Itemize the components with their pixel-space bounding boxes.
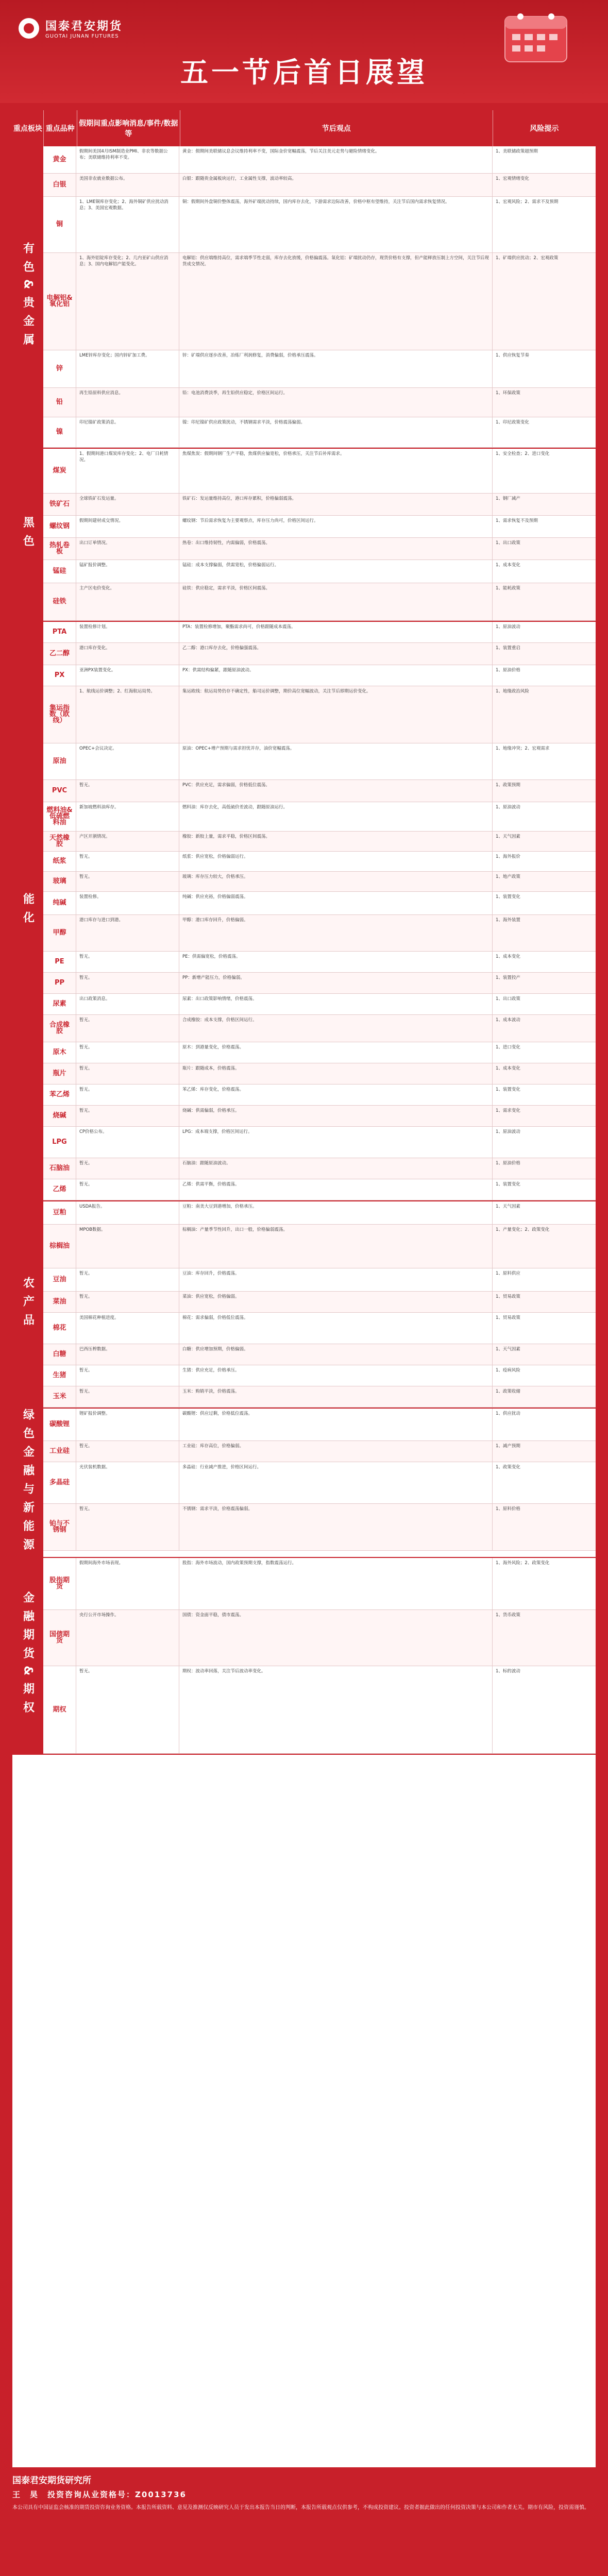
risk-cell: 1、地产政策 xyxy=(496,874,520,879)
risk-cell: 1、疫病风险 xyxy=(496,1368,520,1373)
view-cell: 燃料油：库存去化，高低硫价差波动，跟随原油运行。 xyxy=(179,802,493,831)
table-row xyxy=(43,538,596,560)
product-name: 期权 xyxy=(43,1666,76,1753)
table-row xyxy=(43,643,596,665)
product-name: PP xyxy=(43,973,76,993)
info-cell: LME锌库存变化；国内锌矿加工费。 xyxy=(76,350,179,387)
risk-cell: 1、产量变化；2、政策变化 xyxy=(496,1227,550,1232)
view-cell: 热卷：出口维持韧性，内需偏弱，价格震荡。 xyxy=(179,538,493,560)
view-cell: 纯碱：供应充裕，价格偏弱震荡。 xyxy=(179,892,493,914)
info-cell: 1、航线运价调整；2、红海航运局势。 xyxy=(76,686,179,743)
footer-org: 国泰君安期货研究所 xyxy=(12,2476,91,2486)
table-row xyxy=(43,417,596,448)
risk-cell: 1、政策变化 xyxy=(496,1465,520,1470)
info-cell: 暂无。 xyxy=(76,1106,179,1126)
risk-cell: 1、原料供应 xyxy=(496,1271,520,1276)
risk-cell: 1、供应恢复节奏 xyxy=(496,353,529,358)
risk-cell: 1、原油波动 xyxy=(496,805,520,810)
info-cell: 1、海外铝锭库存变化；2、几内亚矿山供应消息；3、国内电解铝产能变化。 xyxy=(76,253,179,350)
risk-cell: 1、环保政策 xyxy=(496,391,520,396)
view-cell: 锰硅：成本支撑偏弱，供需宽松，价格偏弱运行。 xyxy=(179,560,493,583)
col-info: 假期间重点影响消息/事件/数据等 xyxy=(77,110,180,146)
table-row xyxy=(43,892,596,915)
product-name: PX xyxy=(43,665,76,686)
info-cell: 锰矿报价调整。 xyxy=(76,560,179,583)
info-cell: 美国棉花种植进度。 xyxy=(76,1313,179,1344)
product-name: 黄金 xyxy=(43,146,76,173)
risk-cell: 1、宏观风险；2、需求不及预期 xyxy=(496,199,559,205)
info-cell: 印尼镍矿政策消息。 xyxy=(76,417,179,447)
product-name: 电解铝&氧化铝 xyxy=(43,253,76,350)
risk-cell: 1、安全检查；2、进口变化 xyxy=(496,451,550,456)
view-cell: 瓶片：跟随成本，价格震荡。 xyxy=(179,1063,493,1084)
info-cell: 新加坡燃料油库存。 xyxy=(76,802,179,831)
table-row xyxy=(43,952,596,973)
view-cell: 苯乙烯：库存变化，价格震荡。 xyxy=(179,1084,493,1105)
risk-cell: 1、钢厂减产 xyxy=(496,496,520,501)
view-cell: 镍：印尼镍矿供应政策扰动，不锈钢需求平淡，价格震荡偏弱。 xyxy=(179,417,493,447)
product-name: 锌 xyxy=(43,350,76,387)
view-cell: 甲醇：港口库存回升，价格偏弱。 xyxy=(179,915,493,951)
sector-section xyxy=(12,1201,596,1409)
product-name: 股指期货 xyxy=(43,1558,76,1609)
product-name: 国债期货 xyxy=(43,1610,76,1666)
info-cell: MPOB数据。 xyxy=(76,1225,179,1268)
view-cell: 棉花：需求偏弱，价格低位震荡。 xyxy=(179,1313,493,1344)
risk-cell: 1、装置投产 xyxy=(496,975,520,980)
table-row xyxy=(43,1179,596,1200)
product-name: 铅 xyxy=(43,388,76,417)
table-row xyxy=(43,146,596,174)
table-row xyxy=(43,1504,596,1551)
sector-section xyxy=(12,449,596,622)
product-name: 燃料油&低硫燃料油 xyxy=(43,802,76,831)
risk-cell: 1、地缘冲突；2、宏观需求 xyxy=(496,746,550,751)
product-name: 菜油 xyxy=(43,1292,76,1312)
table-row xyxy=(43,1201,596,1225)
info-cell: 暂无。 xyxy=(76,1015,179,1042)
info-cell: 产区开割情况。 xyxy=(76,832,179,851)
risk-cell: 1、原油波动 xyxy=(496,1129,520,1134)
product-name: 纯碱 xyxy=(43,892,76,914)
logo-en: GUOTAI JUNAN FUTURES xyxy=(45,33,119,39)
risk-cell: 1、政策预期 xyxy=(496,783,520,788)
table-row xyxy=(43,449,596,494)
info-cell: 假期间建材成交情况。 xyxy=(76,516,179,537)
view-cell: 铅：电池消费淡季，再生铅供应稳定，价格区间运行。 xyxy=(179,388,493,417)
risk-cell: 1、供应扰动 xyxy=(496,1411,520,1416)
sector-label: 农产品 xyxy=(12,1201,43,1408)
risk-cell: 1、矿端供应扰动；2、宏观政策 xyxy=(496,256,559,261)
info-cell: 出口订单情况。 xyxy=(76,538,179,560)
product-name: 苯乙烯 xyxy=(43,1084,76,1105)
product-name: 玉米 xyxy=(43,1386,76,1407)
info-cell: 假期间美国4月ISM制造业PMI、非农等数据公布；美联储维持利率不变。 xyxy=(76,146,179,173)
info-cell: 装置检修。 xyxy=(76,892,179,914)
view-cell: 菜油：供应宽松，价格偏弱。 xyxy=(179,1292,493,1312)
product-name: 白糖 xyxy=(43,1344,76,1365)
info-cell: 暂无。 xyxy=(76,1084,179,1105)
risk-cell: 1、天气因素 xyxy=(496,834,520,839)
risk-cell: 1、出口政策 xyxy=(496,996,520,1002)
risk-cell: 1、原油波动 xyxy=(496,624,520,630)
table-row xyxy=(43,802,596,832)
table-row xyxy=(43,1268,596,1292)
info-cell: 暂无。 xyxy=(76,1292,179,1312)
view-cell: 工业硅：库存高位，价格偏弱。 xyxy=(179,1441,493,1462)
outlook-table xyxy=(12,110,596,2467)
product-name: 烧碱 xyxy=(43,1106,76,1126)
product-name: 原木 xyxy=(43,1042,76,1063)
table-row xyxy=(43,1344,596,1365)
info-cell: 暂无。 xyxy=(76,1042,179,1063)
view-cell: 铜：假期间外盘铜价整体震荡，海外矿端扰动持续，国内库存去化，下游需求边际改善，价格中枢有望维持，关注节后国内需求恢复情况。 xyxy=(179,197,493,252)
risk-cell: 1、装置重启 xyxy=(496,646,520,651)
product-name: 甲醇 xyxy=(43,915,76,951)
product-name: 锰硅 xyxy=(43,560,76,583)
table-row xyxy=(43,1042,596,1063)
footer-analyst: 王 昊 投资咨询从业资格号：Z0013736 xyxy=(12,2490,187,2499)
table-row xyxy=(43,852,596,872)
product-name: 瓶片 xyxy=(43,1063,76,1084)
info-cell: 暂无。 xyxy=(76,952,179,972)
product-name: 石脑油 xyxy=(43,1158,76,1179)
table-row xyxy=(43,743,596,780)
risk-cell: 1、地缘政治风险 xyxy=(496,689,529,694)
sector-section xyxy=(12,622,596,1201)
risk-cell: 1、装置变化 xyxy=(496,1087,520,1092)
risk-cell: 1、原油价格 xyxy=(496,668,520,673)
info-cell: 暂无。 xyxy=(76,1386,179,1407)
risk-cell: 1、天气因素 xyxy=(496,1204,520,1209)
view-cell: 玉米：购销平淡，价格震荡。 xyxy=(179,1386,493,1407)
risk-cell: 1、贸易政策 xyxy=(496,1294,520,1299)
sector-label: 黑色 xyxy=(12,449,43,621)
view-cell: PP：新增产能压力，价格偏弱。 xyxy=(179,973,493,993)
table-row xyxy=(43,780,596,802)
risk-cell: 1、出口政策 xyxy=(496,540,520,546)
product-name: 原油 xyxy=(43,743,76,779)
view-cell: 原木：到港量变化，价格震荡。 xyxy=(179,1042,493,1063)
view-cell: LPG：成本端支撑，价格区间运行。 xyxy=(179,1127,493,1158)
info-cell: 锂矿报价调整。 xyxy=(76,1409,179,1440)
logo-cn: 国泰君安期货 xyxy=(45,20,123,33)
product-name: 螺纹钢 xyxy=(43,516,76,537)
view-cell: 股指：海外市场波动，国内政策预期支撑，指数震荡运行。 xyxy=(179,1558,493,1609)
table-row xyxy=(43,1127,596,1158)
product-name: 铂与不锈钢 xyxy=(43,1504,76,1550)
info-cell: 全球铁矿石发运量。 xyxy=(76,494,179,515)
sector-section xyxy=(12,1558,596,1755)
view-cell: 纸浆：供应宽松，价格偏弱运行。 xyxy=(179,852,493,871)
product-name: 豆粕 xyxy=(43,1201,76,1224)
view-cell: 豆油：库存回升，价格震荡。 xyxy=(179,1268,493,1291)
table-row xyxy=(43,665,596,686)
product-name: 乙烯 xyxy=(43,1179,76,1200)
info-cell: OPEC+会议决定。 xyxy=(76,743,179,779)
risk-cell: 1、成本波动 xyxy=(496,1018,520,1023)
view-cell: 乙烯：供需平衡，价格震荡。 xyxy=(179,1179,493,1200)
product-name: 棉花 xyxy=(43,1313,76,1344)
risk-cell: 1、减产预期 xyxy=(496,1444,520,1449)
risk-cell: 1、政策收储 xyxy=(496,1389,520,1394)
info-cell: 港口库存与进口到港。 xyxy=(76,915,179,951)
view-cell: 焦煤焦炭：假期间钢厂生产平稳，焦煤供应偏宽松，价格承压，关注节后补库需求。 xyxy=(179,449,493,493)
sector-label: 有色&贵金属 xyxy=(12,146,43,448)
table-row xyxy=(43,872,596,892)
info-cell: 暂无。 xyxy=(76,872,179,891)
info-cell: 暂无。 xyxy=(76,1063,179,1084)
table-row xyxy=(43,1106,596,1127)
view-cell: 期权：波动率回落，关注节后波动率变化。 xyxy=(179,1666,493,1753)
table-row xyxy=(43,1015,596,1042)
table-row xyxy=(43,1158,596,1179)
table-row xyxy=(43,253,596,350)
product-name: PTA xyxy=(43,622,76,642)
risk-cell: 1、需求恢复不及预期 xyxy=(496,518,538,523)
table-row xyxy=(43,197,596,253)
company-logo xyxy=(19,18,123,39)
product-name: 碳酸锂 xyxy=(43,1409,76,1440)
sector-section xyxy=(12,1409,596,1558)
product-name: 豆油 xyxy=(43,1268,76,1291)
risk-cell: 1、成本变化 xyxy=(496,1066,520,1071)
info-cell: 假期间海外市场表现。 xyxy=(76,1558,179,1609)
col-product: 重点品种 xyxy=(44,110,77,146)
risk-cell: 1、成本变化 xyxy=(496,563,520,568)
product-name: PE xyxy=(43,952,76,972)
table-row xyxy=(43,516,596,538)
table-row xyxy=(43,1610,596,1666)
sector-label: 绿色金融与新能源 xyxy=(12,1409,43,1557)
logo-icon xyxy=(19,18,39,39)
view-cell: 豆粕：南美大豆到港增加，价格承压。 xyxy=(179,1201,493,1224)
view-cell: 螺纹钢：节后需求恢复为主要观察点，库存压力尚可，价格区间运行。 xyxy=(179,516,493,537)
product-name: 热轧卷板 xyxy=(43,538,76,560)
view-cell: 电解铝：供应端维持高位，需求端季节性走弱，库存去化放缓，价格偏震荡。氧化铝：矿端扰动仍存，现货价格有支撑，但产能释放压制上方空间，关注节后现货成交情况。 xyxy=(179,253,493,350)
table-row xyxy=(43,1441,596,1462)
risk-cell: 1、宏观情绪变化 xyxy=(496,176,529,181)
view-cell: 不锈钢：需求平淡，价格震荡偏弱。 xyxy=(179,1504,493,1550)
view-cell: 尿素：出口政策影响情绪，价格震荡。 xyxy=(179,994,493,1014)
table-row xyxy=(43,1292,596,1313)
table-row xyxy=(43,174,596,197)
product-name: 纸浆 xyxy=(43,852,76,871)
view-cell: 白糖：供应增加预期，价格偏弱。 xyxy=(179,1344,493,1365)
view-cell: 合成橡胶：成本支撑，价格区间运行。 xyxy=(179,1015,493,1042)
info-cell: 暂无。 xyxy=(76,1158,179,1179)
info-cell: 暂无。 xyxy=(76,973,179,993)
table-row xyxy=(43,350,596,388)
view-cell: 乙二醇：港口库存去化，价格偏强震荡。 xyxy=(179,643,493,665)
view-cell: 烧碱：供需偏弱，价格承压。 xyxy=(179,1106,493,1126)
table-row xyxy=(43,583,596,621)
view-cell: 硅铁：供应稳定，需求平淡，价格区间震荡。 xyxy=(179,583,493,620)
table-row xyxy=(43,1666,596,1754)
risk-cell: 1、印尼政策变化 xyxy=(496,420,529,425)
info-cell: CP价格公布。 xyxy=(76,1127,179,1158)
table-row xyxy=(43,1409,596,1441)
view-cell: PX：供需结构偏紧，跟随原油波动。 xyxy=(179,665,493,686)
info-cell: 巴西压榨数据。 xyxy=(76,1344,179,1365)
table-row xyxy=(43,388,596,417)
col-risk: 风险提示 xyxy=(530,125,559,133)
info-cell: 美国非农就业数据公布。 xyxy=(76,174,179,196)
view-cell: 棕榈油：产量季节性回升，出口一般，价格偏弱震荡。 xyxy=(179,1225,493,1268)
table-row xyxy=(43,1386,596,1408)
table-row xyxy=(43,1063,596,1084)
table-row xyxy=(43,1365,596,1386)
view-cell: 多晶硅：行业减产推进，价格区间运行。 xyxy=(179,1462,493,1503)
product-name: 硅铁 xyxy=(43,583,76,620)
product-name: 天然橡胶 xyxy=(43,832,76,851)
view-cell: 原油：OPEC+增产预期与需求担忧并存，油价宽幅震荡。 xyxy=(179,743,493,779)
view-cell: 碳酸锂：供应过剩，价格低位震荡。 xyxy=(179,1409,493,1440)
info-cell: 暂无。 xyxy=(76,852,179,871)
info-cell: 暂无。 xyxy=(76,1365,179,1386)
table-row xyxy=(43,832,596,852)
view-cell: PTA：装置检修增加，聚酯需求尚可，价格跟随成本震荡。 xyxy=(179,622,493,642)
risk-cell: 1、海外报价 xyxy=(496,854,520,859)
table-row xyxy=(43,1462,596,1504)
info-cell: 主产区电价变化。 xyxy=(76,583,179,620)
header xyxy=(0,0,608,103)
info-cell: USDA报告。 xyxy=(76,1201,179,1224)
risk-cell: 1、装置变化 xyxy=(496,1182,520,1187)
risk-cell: 1、进口变化 xyxy=(496,1045,520,1050)
footer xyxy=(12,2473,596,2512)
info-cell: 亚洲PX装置变化。 xyxy=(76,665,179,686)
view-cell: 橡胶：新胶上量，需求平稳，价格区间震荡。 xyxy=(179,832,493,851)
table-row xyxy=(43,686,596,743)
info-cell: 暂无。 xyxy=(76,1666,179,1753)
view-cell: 生猪：供应充足，价格承压。 xyxy=(179,1365,493,1386)
product-name: 多晶硅 xyxy=(43,1462,76,1503)
info-cell: 装置检修计划。 xyxy=(76,622,179,642)
risk-cell: 1、需求变化 xyxy=(496,1108,520,1113)
view-cell: PVC：供应充足，需求偏弱，价格低位震荡。 xyxy=(179,780,493,802)
risk-cell: 1、天气因素 xyxy=(496,1347,520,1352)
page-title: 五一节后首日展望 xyxy=(180,56,428,89)
view-cell: 集运欧线：航运局势仍存不确定性，船司运价调整，期价高位宽幅波动，关注节后即期运价变化。 xyxy=(179,686,493,743)
risk-cell: 1、贸易政策 xyxy=(496,1315,520,1320)
risk-cell: 1、能耗政策 xyxy=(496,586,520,591)
info-cell: 暂无。 xyxy=(76,1504,179,1550)
info-cell: 1、LME铜库存变化；2、海外铜矿供应扰动消息；3、美国宏观数据。 xyxy=(76,197,179,252)
table-row xyxy=(43,1558,596,1610)
product-name: 煤炭 xyxy=(43,449,76,493)
product-name: 尿素 xyxy=(43,994,76,1014)
info-cell: 暂无。 xyxy=(76,1268,179,1291)
product-name: 铁矿石 xyxy=(43,494,76,515)
table-row xyxy=(43,494,596,516)
view-cell: 铁矿石：发运量维持高位，港口库存累积，价格偏弱震荡。 xyxy=(179,494,493,515)
table-row xyxy=(43,1084,596,1106)
risk-cell: 1、原油价格 xyxy=(496,1161,520,1166)
info-cell: 出口政策消息。 xyxy=(76,994,179,1014)
product-name: 乙二醇 xyxy=(43,643,76,665)
risk-cell: 1、美联储政策超预期 xyxy=(496,149,538,154)
product-name: 白银 xyxy=(43,174,76,196)
product-name: 生猪 xyxy=(43,1365,76,1386)
footer-disclaimer: 本公司具有中国证监会核准的期货投资咨询业务资格。本报告所载资料、意见及推测仅反映研究人员于发出本报告当日的判断，本报告所载观点仅供参考，不构成投资建议。投资者据此做出的任何投资决策与本公司和作者无关。期市有风险，投资需谨慎。 xyxy=(12,2505,589,2511)
risk-cell: 1、货币政策 xyxy=(496,1613,520,1618)
risk-cell: 1、成本变化 xyxy=(496,954,520,959)
table-header xyxy=(12,110,596,146)
col-view: 节后观点 xyxy=(180,110,493,146)
table-row xyxy=(43,973,596,994)
view-cell: 国债：资金面平稳，债市震荡。 xyxy=(179,1610,493,1666)
sector-section xyxy=(12,146,596,449)
info-cell: 央行公开市场操作。 xyxy=(76,1610,179,1666)
table-body xyxy=(12,146,596,1755)
risk-cell: 1、海外风险；2、政策变化 xyxy=(496,1561,550,1566)
view-cell: 玻璃：库存压力较大，价格承压。 xyxy=(179,872,493,891)
risk-cell: 1、海外装置 xyxy=(496,918,520,923)
view-cell: 锌：矿端供应逐步改善，冶炼厂利润修复，消费偏弱，价格承压震荡。 xyxy=(179,350,493,387)
product-name: LPG xyxy=(43,1127,76,1158)
info-cell: 再生铅原料供应消息。 xyxy=(76,388,179,417)
product-name: 集运指数（欧线） xyxy=(43,686,76,743)
risk-cell: 1、装置变化 xyxy=(496,894,520,900)
col-sector: 重点板块 xyxy=(12,110,44,146)
info-cell: 暂无。 xyxy=(76,780,179,802)
risk-cell: 1、标的波动 xyxy=(496,1669,520,1674)
table-row xyxy=(43,622,596,643)
view-cell: 石脑油：跟随原油波动。 xyxy=(179,1158,493,1179)
table-row xyxy=(43,560,596,583)
info-cell: 暂无。 xyxy=(76,1441,179,1462)
view-cell: 黄金：假期间美联储议息会议维持利率不变，国际金价宽幅震荡，节后关注美元走势与避险情绪变化。 xyxy=(179,146,493,173)
table-row xyxy=(43,1225,596,1268)
product-name: 合成橡胶 xyxy=(43,1015,76,1042)
info-cell: 光伏装机数据。 xyxy=(76,1462,179,1503)
product-name: 玻璃 xyxy=(43,872,76,891)
risk-cell: 1、原料价格 xyxy=(496,1506,520,1512)
info-cell: 港口库存变化。 xyxy=(76,643,179,665)
product-name: 镍 xyxy=(43,417,76,447)
info-cell: 暂无。 xyxy=(76,1179,179,1200)
product-name: 铜 xyxy=(43,197,76,252)
product-name: 棕榈油 xyxy=(43,1225,76,1268)
view-cell: 白银：跟随贵金属板块运行，工业属性支撑，波动率较高。 xyxy=(179,174,493,196)
sector-label: 能化 xyxy=(12,622,43,1200)
info-cell: 1、假期间港口煤炭库存变化；2、电厂日耗情况。 xyxy=(76,449,179,493)
product-name: PVC xyxy=(43,780,76,802)
product-name: 工业硅 xyxy=(43,1441,76,1462)
table-row xyxy=(43,915,596,952)
table-row xyxy=(43,994,596,1015)
sector-label: 金融期货&期权 xyxy=(12,1558,43,1754)
view-cell: PE：供需偏宽松，价格震荡。 xyxy=(179,952,493,972)
table-row xyxy=(43,1313,596,1344)
